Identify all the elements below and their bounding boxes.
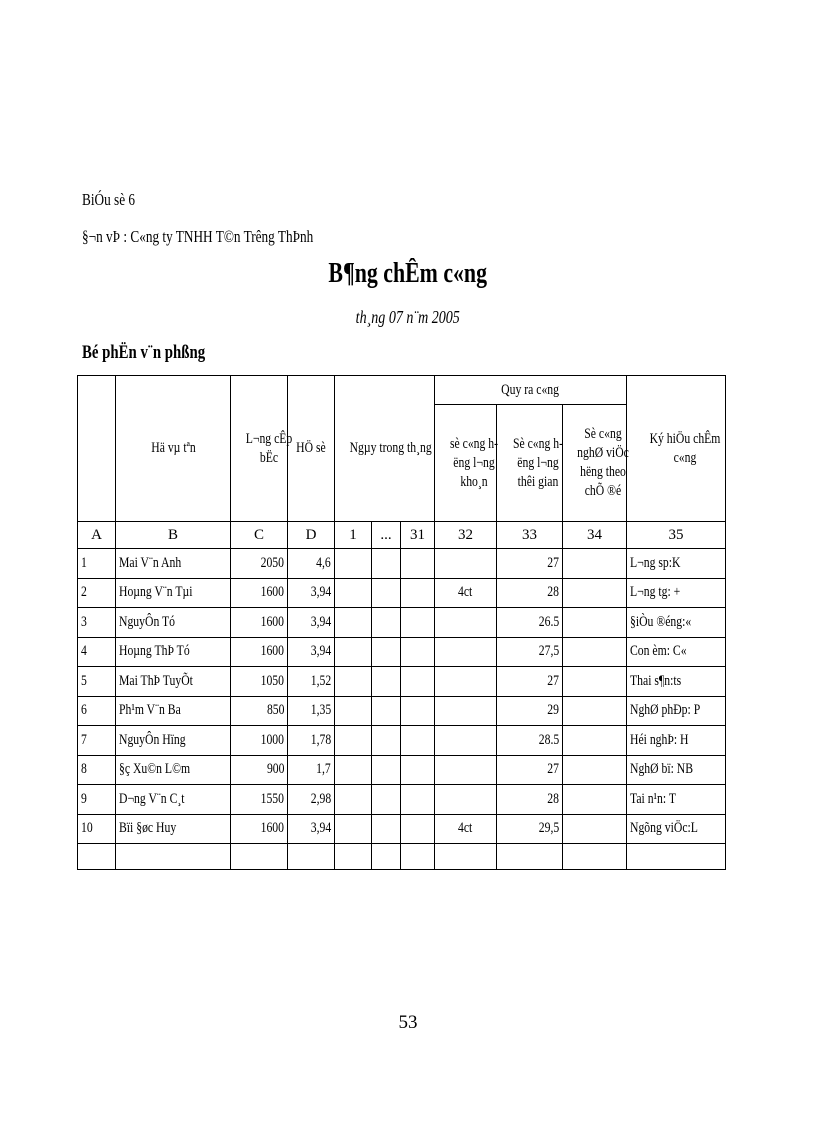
header-row [78,376,726,405]
cell-day [335,755,372,785]
empty-cell [435,844,497,870]
cell-salary: 1000 [231,726,288,756]
cell-day [372,696,401,726]
department-label: Bé phËn v¨n phßng [82,342,206,363]
cell-salary: 1550 [231,785,288,815]
column-letter: B [116,522,231,549]
cell-time: 28 [497,785,563,815]
table-row [78,755,726,785]
cell-symbol: Con èm: C« [627,637,726,667]
cell-piece [435,549,497,579]
cell-salary: 1600 [231,814,288,844]
table-row [78,637,726,667]
column-letter: 32 [435,522,497,549]
cell-symbol: Tai n¹n: T [627,785,726,815]
table-row [78,785,726,815]
cell-coef: 2,98 [288,785,335,815]
empty-row [78,844,726,870]
page-number: 53 [398,1012,418,1033]
cell-day [372,785,401,815]
cell-symbol: L¬ng tg: + [627,578,726,608]
table-row [78,696,726,726]
empty-cell [78,844,116,870]
empty-cell [335,844,372,870]
cell-day [372,637,401,667]
cell-leave [563,667,627,697]
header-leave-days: Sè c«ng nghØ viÖc hëng theo chÕ ®é [563,405,627,522]
table-row [78,578,726,608]
cell-no: 8 [78,755,116,785]
cell-name: Bïi §øc Huy [116,814,231,844]
column-letter: A [78,522,116,549]
cell-piece [435,667,497,697]
cell-salary: 1600 [231,608,288,638]
cell-day [335,814,372,844]
header-salary-grade: L¬ng cÊp bËc [231,376,288,522]
cell-name: NguyÔn Tó [116,608,231,638]
column-letter: 35 [627,522,726,549]
empty-cell [116,844,231,870]
header-time-days: Sè c«ng hëng l¬ng thêi gian [497,405,563,522]
cell-piece [435,755,497,785]
cell-symbol: Thai s¶n:ts [627,667,726,697]
cell-piece: 4ct [435,814,497,844]
cell-day [372,608,401,638]
empty-cell [231,844,288,870]
cell-no: 1 [78,549,116,579]
cell-piece [435,726,497,756]
unit-name: §¬n vÞ : C«ng ty TNHH T©n Trêng ThÞnh [82,227,314,246]
column-letter: C [231,522,288,549]
cell-symbol: §iÒu ®éng:« [627,608,726,638]
cell-day [401,578,435,608]
cell-piece [435,637,497,667]
cell-no: 5 [78,667,116,697]
cell-name: D¬ng V¨n C¸t [116,785,231,815]
cell-day [335,785,372,815]
cell-coef: 4,6 [288,549,335,579]
cell-day [401,726,435,756]
cell-day [401,785,435,815]
cell-day [372,549,401,579]
cell-time: 27 [497,755,563,785]
cell-leave [563,637,627,667]
cell-time: 28 [497,578,563,608]
cell-leave [563,755,627,785]
cell-day [401,814,435,844]
cell-day [335,726,372,756]
cell-salary: 900 [231,755,288,785]
form-label: BiÓu sè 6 [82,190,136,209]
column-letter: D [288,522,335,549]
column-letter: ... [372,522,401,549]
cell-day [372,755,401,785]
header-piece-days: sè c«ng hëng l¬ng kho¸n [435,405,497,522]
cell-coef: 3,94 [288,608,335,638]
header-coefficient: HÖ sè [288,376,335,522]
cell-time: 27,5 [497,637,563,667]
cell-name: Ph¹m V¨n Ba [116,696,231,726]
cell-leave [563,696,627,726]
cell-time: 28.5 [497,726,563,756]
cell-symbol: Ngõng viÖc:L [627,814,726,844]
column-letter: 31 [401,522,435,549]
empty-cell [627,844,726,870]
header-days-in-month: Ngµy trong th¸ng [335,376,435,522]
cell-leave [563,549,627,579]
cell-time: 29,5 [497,814,563,844]
cell-name: Hoµng ThÞ Tó [116,637,231,667]
cell-no: 4 [78,637,116,667]
cell-name: Mai V¨n Anh [116,549,231,579]
cell-day [335,667,372,697]
timesheet-table [77,375,726,870]
cell-time: 29 [497,696,563,726]
empty-cell [563,844,627,870]
cell-piece [435,696,497,726]
cell-day [401,755,435,785]
cell-day [401,549,435,579]
cell-time: 27 [497,549,563,579]
table-row [78,549,726,579]
cell-no: 3 [78,608,116,638]
cell-day [335,578,372,608]
cell-no: 6 [78,696,116,726]
cell-coef: 1,52 [288,667,335,697]
cell-symbol: NghØ phÐp: P [627,696,726,726]
header-name: Hä vµ tªn [116,376,231,522]
cell-piece [435,608,497,638]
cell-day [335,637,372,667]
cell-day [372,667,401,697]
cell-salary: 1600 [231,637,288,667]
cell-coef: 1,7 [288,755,335,785]
cell-name: Mai ThÞ TuyÕt [116,667,231,697]
cell-name: NguyÔn Hïng [116,726,231,756]
cell-name: Hoµng V¨n Tµi [116,578,231,608]
cell-salary: 850 [231,696,288,726]
cell-time: 27 [497,667,563,697]
cell-symbol: L¬ng sp:K [627,549,726,579]
empty-cell [497,844,563,870]
cell-day [401,696,435,726]
cell-salary: 1050 [231,667,288,697]
cell-salary: 2050 [231,549,288,579]
empty-cell [288,844,335,870]
cell-leave [563,726,627,756]
table-row [78,608,726,638]
cell-leave [563,814,627,844]
cell-name: §ç Xu©n L©m [116,755,231,785]
column-letter: 1 [335,522,372,549]
cell-coef: 1,78 [288,726,335,756]
column-letter: 34 [563,522,627,549]
column-letter-row [78,522,726,549]
cell-coef: 1,35 [288,696,335,726]
document-date: th¸ng 07 n¨m 2005 [355,307,461,327]
cell-day [372,578,401,608]
cell-coef: 3,94 [288,814,335,844]
table-row [78,667,726,697]
cell-day [335,696,372,726]
header-no [78,376,116,522]
cell-no: 2 [78,578,116,608]
cell-no: 9 [78,785,116,815]
cell-day [335,608,372,638]
cell-leave [563,785,627,815]
cell-salary: 1600 [231,578,288,608]
cell-leave [563,578,627,608]
cell-no: 7 [78,726,116,756]
document-title: B¶ng chÊm c«ng [328,258,488,289]
column-letter: 33 [497,522,563,549]
empty-cell [401,844,435,870]
cell-day [335,549,372,579]
cell-day [401,608,435,638]
cell-day [372,726,401,756]
cell-day [372,814,401,844]
cell-piece [435,785,497,815]
cell-leave [563,608,627,638]
cell-piece: 4ct [435,578,497,608]
table-row [78,726,726,756]
cell-no: 10 [78,814,116,844]
table-row [78,814,726,844]
cell-time: 26.5 [497,608,563,638]
header-summary: Quy ra c«ng [435,376,627,405]
empty-cell [372,844,401,870]
cell-day [401,637,435,667]
cell-coef: 3,94 [288,637,335,667]
cell-coef: 3,94 [288,578,335,608]
header-symbols: Ký hiÖu chÊm c«ng [627,376,726,522]
cell-symbol: NghØ bï: NB [627,755,726,785]
cell-day [401,667,435,697]
cell-symbol: Héi nghÞ: H [627,726,726,756]
